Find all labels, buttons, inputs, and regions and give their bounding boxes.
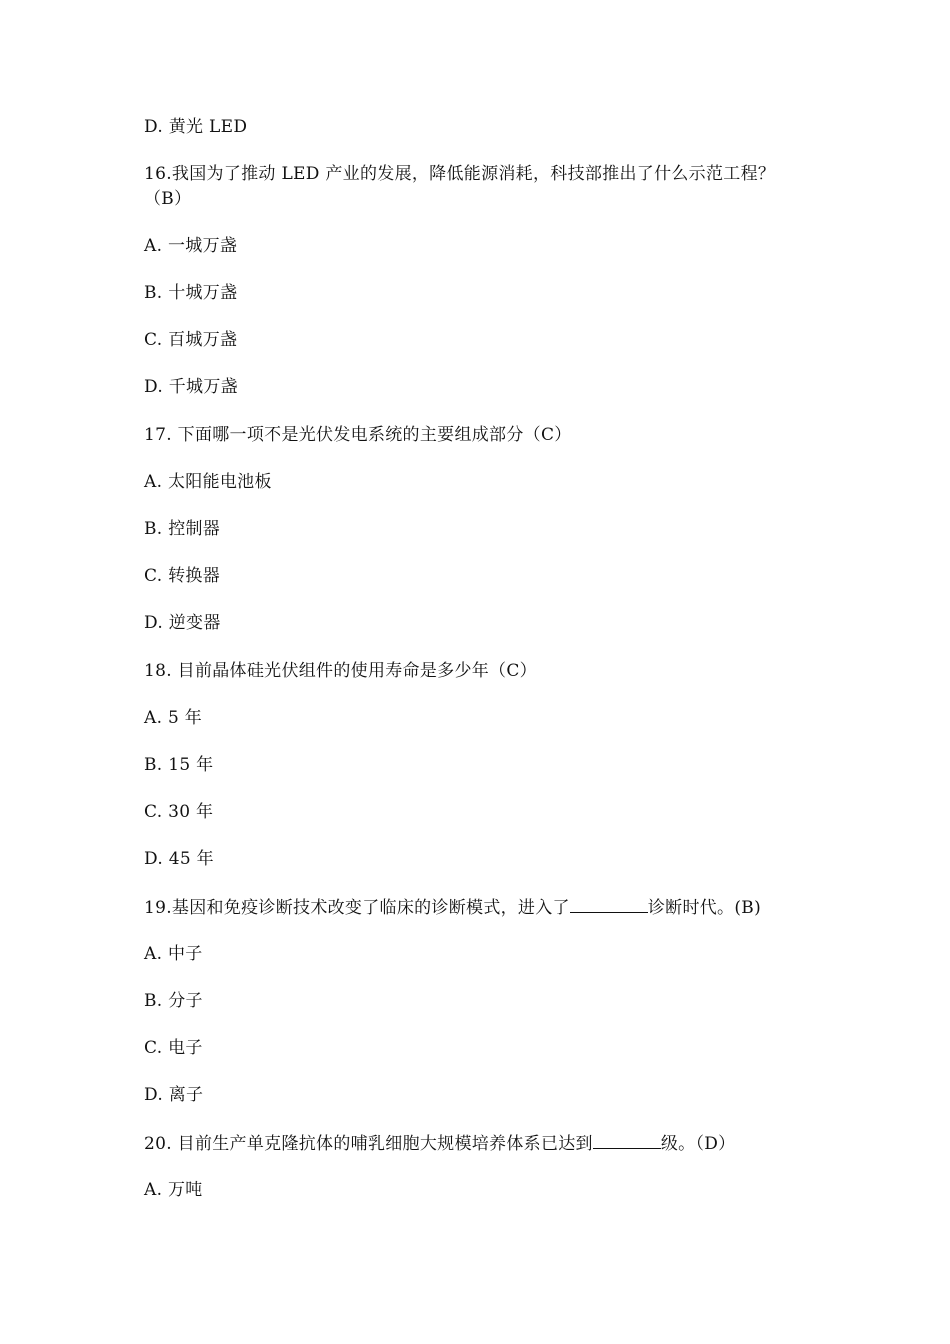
question-17-text: 17. 下面哪一项不是光伏发电系统的主要组成部分（C） [144,425,572,445]
option-16-c: C. 百城万盏 [144,330,238,350]
option-17-b: B. 控制器 [144,519,221,539]
question-20-suffix: 级。（D） [660,1134,736,1154]
option-18-b: B. 15 年 [144,755,214,775]
option-19-c: C. 电子 [144,1038,203,1058]
question-18-text: 18. 目前晶体硅光伏组件的使用寿命是多少年（C） [144,661,537,681]
question-16-answer: （B） [144,189,192,209]
option-16-b: B. 十城万盏 [144,283,238,303]
question-19-prefix: 19.基因和免疫诊断技术改变了临床的诊断模式，进入了 [144,898,570,918]
option-18-d: D. 45 年 [144,849,214,869]
question-16-text: 16.我国为了推动 LED 产业的发展，降低能源消耗，科技部推出了什么示范工程？ [144,164,776,184]
option-20-a: A. 万吨 [144,1180,203,1200]
option-15-d: D. 黄光 LED [144,117,248,137]
question-19-blank [570,896,648,913]
question-20-blank [593,1132,661,1149]
option-16-d: D. 千城万盏 [144,377,238,397]
option-17-c: C. 转换器 [144,566,221,586]
option-19-d: D. 离子 [144,1085,204,1105]
option-19-a: A. 中子 [144,944,203,964]
option-19-b: B. 分子 [144,991,203,1011]
option-16-a: A. 一城万盏 [144,236,238,256]
question-19-text [144,896,824,919]
option-17-a: A. 太阳能电池板 [144,472,272,492]
question-20-prefix: 20. 目前生产单克隆抗体的哺乳细胞大规模培养体系已达到 [144,1134,593,1154]
option-18-a: A. 5 年 [144,708,203,728]
question-20-text [144,1132,824,1155]
question-19-suffix: 诊断时代。(B) [647,898,762,918]
option-17-d: D. 逆变器 [144,613,221,633]
option-18-c: C. 30 年 [144,802,214,822]
